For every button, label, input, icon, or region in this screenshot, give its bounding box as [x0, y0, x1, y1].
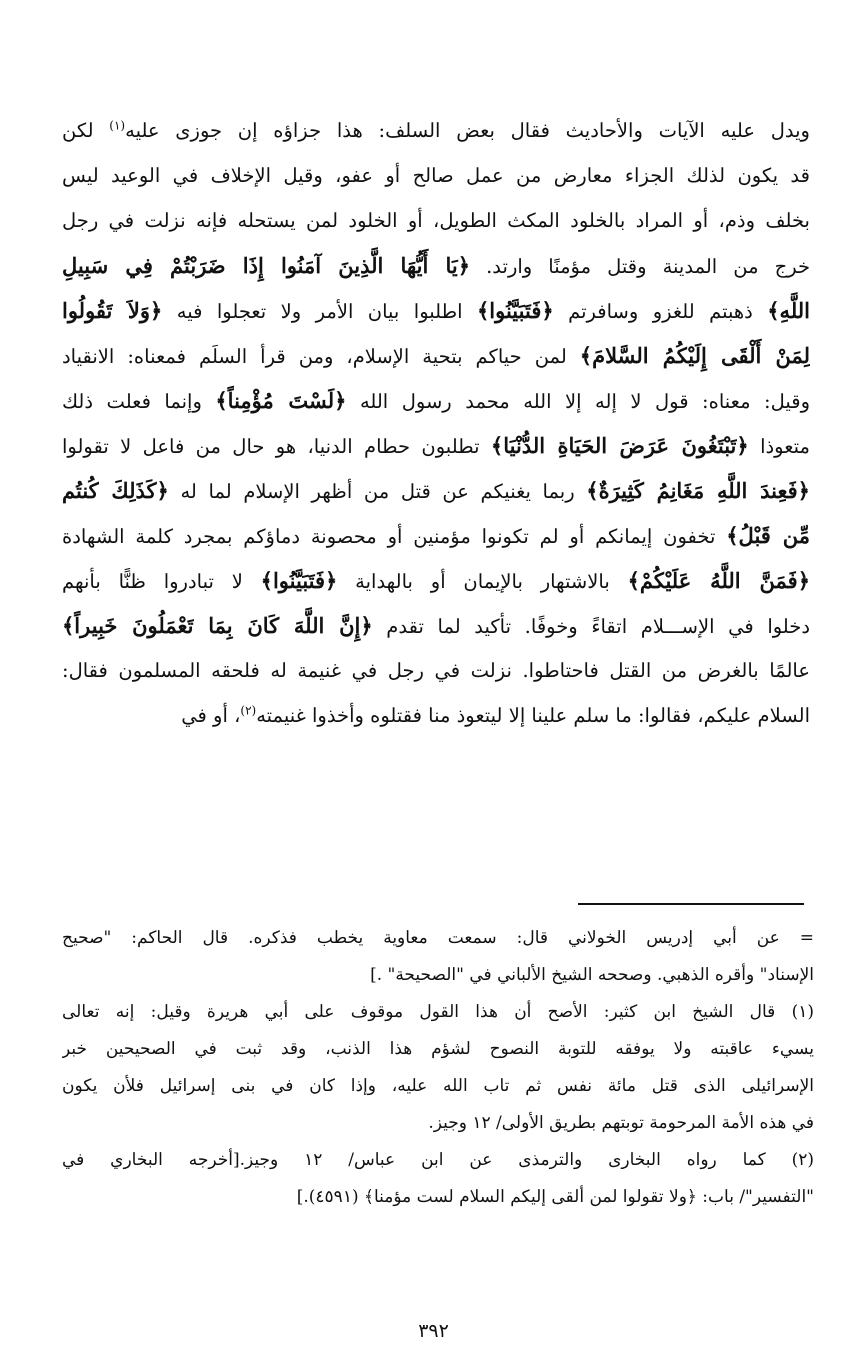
footnote-line: "التفسير"/ باب: ﴿ولا تقولوا لمن ألقى إليكم السلام لست مؤمنا﴾ (٤٥٩١).] — [296, 1187, 814, 1207]
text-line — [62, 423, 810, 468]
text-run: وإنما فعلت ذلك — [62, 390, 216, 413]
text-line — [62, 153, 810, 198]
text-line — [62, 108, 810, 153]
text-run: اطلبوا بيان الأمر ولا تعجلوا فيه — [162, 300, 477, 323]
text-run: متعوذا — [748, 435, 810, 458]
quran-verse: ﴿فَمَنَّ اللَّهُ عَلَيْكُمْ﴾ — [627, 568, 810, 593]
quran-verse: ﴿فَتَبَيَّنُوا﴾ — [260, 568, 338, 593]
quran-verse: لِمَنْ أَلْقَى إِلَيْكُمُ السَّلامَ﴾ — [579, 343, 810, 368]
quran-verse: ﴿إِنَّ اللَّهَ كَانَ بِمَا تَعْمَلُونَ خَبِيراً﴾ — [62, 613, 373, 638]
text-run: بالاشتهار بالإيمان أو بالهداية — [337, 570, 628, 593]
text-run: دخلوا في الإســـلام اتقاءً وخوفًا. تأكيد لما تقدم — [372, 615, 810, 638]
quran-verse: ﴿فَعِندَ اللَّهِ مَغَانِمُ كَثِيرَةٌ﴾ — [586, 478, 810, 503]
footnote-line: (١) قال الشيخ ابن كثير: الأصح أن هذا القول موقوف على أبي هريرة وقيل: إنه تعالى — [62, 1002, 814, 1022]
text-run: قد يكون لذلك الجزاء معارض من عمل صالح أو عفو، وقيل الإخلاف في الوعيد ليس — [62, 164, 810, 187]
quran-verse: ﴿يَا أَيُّهَا الَّذِينَ آمَنُوا إِذَا ضَرَبْتُمْ فِي سَبِيلِ — [62, 253, 471, 278]
text-run: خرج من المدينة وقتل مؤمنًا وارتد. — [470, 255, 810, 278]
quran-verse: ﴿وَلاَ تَقُولُوا — [62, 298, 163, 323]
text-run: عالمًا بالغرض من القتل فاحتاطوا. نزلت في رجل في غنيمة له فلحقه المسلمون فقال: — [62, 659, 810, 682]
footnote-line: يسيء عاقبته ولا يوفقه للتوبة النصوح لشؤم هذا الذنب، وقد ثبت في الصحيحين خبر — [62, 1039, 814, 1059]
text-run: السلام عليكم، فقالوا: ما سلم علينا إلا ليتعوذ منا فقتلوه وأخذوا غنيمته — [256, 704, 810, 727]
quran-verse: اللَّهِ﴾ — [767, 298, 810, 323]
text-line — [62, 693, 810, 738]
text-line — [62, 288, 810, 333]
text-line — [62, 603, 810, 648]
text-run: بخلف وذم، أو المراد بالخلود المكث الطويل، أو الخلود لمن يستحله فإنه نزلت في رجل — [62, 209, 810, 232]
footnote-line: في هذه الأمة المرحومة توبتهم بطريق الأولى/ ١٢ وجيز. — [428, 1113, 814, 1133]
text-run: ذهبتم للغزو وسافرتم — [553, 300, 768, 323]
text-run: ويدل عليه الآيات والأحاديث فقال بعض السلف: هذا جزاؤه إن جوزى عليه — [125, 119, 810, 142]
footnotes-block — [62, 920, 814, 1216]
text-run: ، أو في — [181, 704, 241, 727]
text-run: تطلبون حطام الدنيا، هو حال من فاعل لا تقولوا — [62, 435, 491, 458]
footnote-line: الإسناد" وأقره الذهبي. وصححه الشيخ الألباني في "الصحيحة" .] — [370, 965, 814, 985]
footnote-line: الإسرائيلى الذى قتل مائة نفس ثم تاب الله عليه، وإذا كان في بنى إسرائيل فلأن يكون — [62, 1076, 814, 1096]
main-text-block — [62, 108, 810, 738]
text-line — [62, 648, 810, 693]
quran-verse: ﴿تَبْتَغُونَ عَرَضَ الحَيَاةِ الدُّنْيَا﴾ — [490, 433, 749, 458]
footnote-ref: (٢) — [240, 703, 257, 718]
text-run: لمن حياكم بتحية الإسلام، ومن قرأ السلَم فمعناه: الانقياد — [62, 345, 580, 368]
page-number: ٣٩٢ — [418, 1320, 449, 1342]
text-line — [62, 198, 810, 243]
text-line — [62, 558, 810, 603]
text-run: تخفون إيمانكم أو لم تكونوا مؤمنين أو محصونة دماؤكم بمجرد كلمة الشهادة — [62, 525, 727, 548]
text-run: لكن — [62, 119, 110, 142]
quran-verse: ﴿فَتَبَيَّنُوا﴾ — [476, 298, 554, 323]
text-run: ربما يغنيكم عن قتل من أظهر الإسلام لما له — [168, 480, 587, 503]
quran-verse: مِّن قَبْلُ﴾ — [726, 523, 810, 548]
footnote-ref: (١) — [109, 118, 126, 133]
text-line — [62, 243, 810, 288]
text-line — [62, 333, 810, 378]
footnote-line: = عن أبي إدريس الخولاني قال: سمعت معاوية يخطب فذكره. قال الحاكم: "صحيح — [62, 928, 814, 948]
footnote-line: (٢) كما رواه البخارى والترمذى عن ابن عباس/ ١٢ وجيز.[أخرجه البخاري في — [62, 1150, 814, 1170]
quran-verse: ﴿كَذَلِكَ كُنتُم — [62, 478, 169, 503]
text-run: لا تبادروا ظنًّا بأنهم — [62, 570, 261, 593]
footnote-separator — [578, 903, 804, 905]
text-line — [62, 378, 810, 423]
text-line — [62, 513, 810, 558]
text-run: وقيل: معناه: قول لا إله إلا الله محمد رسول الله — [346, 390, 810, 413]
quran-verse: ﴿لَسْتَ مُؤْمِناً﴾ — [215, 388, 347, 413]
text-line — [62, 468, 810, 513]
